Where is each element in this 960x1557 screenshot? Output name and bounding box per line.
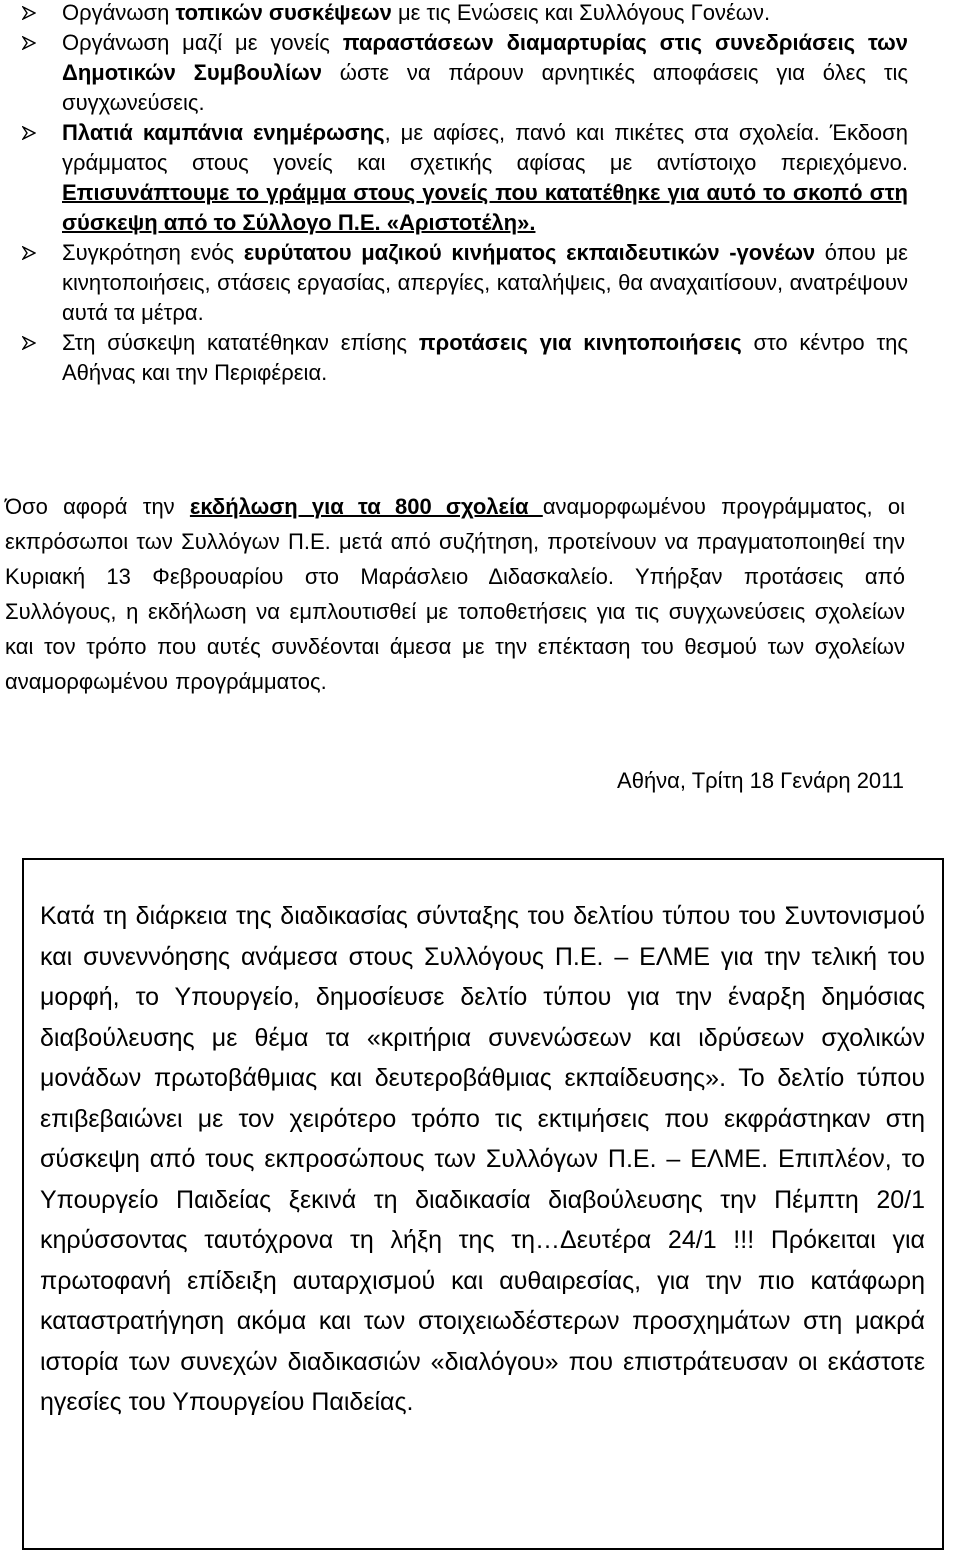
item-bold-text: προτάσεις για κινητοποιήσεις (418, 330, 742, 355)
item-text: Συγκρότηση ενός (62, 240, 244, 265)
arrow-bullet-icon (22, 246, 36, 260)
date-line: Αθήνα, Τρίτη 18 Γενάρη 2011 (617, 768, 904, 793)
arrow-bullet-icon (22, 36, 36, 50)
ministry-notice-box (22, 858, 944, 1550)
event-paragraph (5, 489, 905, 699)
item-text: Οργάνωση μαζί με γονείς (62, 30, 343, 55)
arrow-bullet-icon (22, 6, 36, 20)
item-text-rest: όπου με κινητοποιήσεις, στάσεις εργασίας, απεργίες, καταλήψεις, θα αναχαιτίσουν, ανατρέψουν αυτά τα μέτρα. (62, 240, 908, 325)
list-item (22, 28, 908, 118)
event-highlight: εκδήλωση για τα 800 σχολεία (189, 494, 543, 519)
list-item (22, 118, 908, 238)
item-bold-text: ευρύτατου μαζικού κινήματος εκπαιδευτικών -γονέων (243, 240, 816, 265)
list-item (22, 238, 908, 328)
item-text-rest: με τις Ενώσεις και Συλλόγους Γονέων. (391, 0, 771, 25)
list-item (22, 0, 908, 28)
item-text: Οργάνωση (62, 0, 176, 25)
action-list (22, 0, 908, 388)
item-text-rest: , με αφίσες, πανό και πικέτες στα σχολεία. Έκδοση γράμματος στους γονείς και σχετικής αφίσας με αντίστοιχο περιεχόμενο. (62, 120, 908, 175)
list-item (22, 328, 908, 388)
item-bold-text: τοπικών συσκέψεων (175, 0, 392, 25)
item-bold-text: Πλατιά καμπάνια ενημέρωσης (62, 120, 385, 145)
item-text-rest: στο κέντρο της Αθήνας και την Περιφέρεια. (62, 330, 908, 385)
item-text: Στη σύσκεψη κατατέθηκαν επίσης (62, 330, 419, 355)
paragraph-lead: Όσο αφορά την (5, 494, 190, 519)
arrow-bullet-icon (22, 336, 36, 350)
notice-text: Κατά τη διάρκεια της διαδικασίας σύνταξης του δελτίου τύπου του Συντονισμού και συνεννόησης ανάμεσα στους Συλλόγους Π.Ε. – ΕΛΜΕ για την τελική του μορφή, το Υπουργείο, δημοσίευσε δελτίο τύπου για την έναρξη δημόσιας διαβούλευσης με θέμα τα «κριτήρια συνενώσεων και ιδρύσεων σχολικών μονάδων πρωτοβάθμιας και δευτεροβάθμιας εκπαίδευσης». Το δελτίο τύπου επιβεβαιώνει με τον χειρότερο τρόπο τις εκτιμήσεις που εκφράστηκαν στη σύσκεψη από τους εκπροσώπους των Συλλόγων Π.Ε. – ΕΛΜΕ. Επιπλέον, το Υπουργείο Παιδείας ξεκινά τη διαδικασία διαβούλευσης την Πέμπτη 20/1 κηρύσσοντας ταυτόχρονα τη λήξη της τη…Δευτέρα 24/1 !!! Πρόκειται για πρωτοφανή επίδειξη αυταρχισμού και αυθαιρεσίας, για την πιο κατάφωρη καταστρατήγηση ακόμα και των στοιχειωδέστερων προσχημάτων στη μακρά ιστορία των συνεχών διαδικασιών «διαλόγου» που επιστράτευσαν οι εκάστοτε ηγεσίες του Υπουργείου Παιδείας. (40, 902, 925, 1416)
arrow-bullet-icon (22, 126, 36, 140)
attachment-note: Επισυνάπτουμε το γράμμα στους γονείς που κατατέθηκε για αυτό το σκοπό στη σύσκεψη από το Σύλλογο Π.Ε. «Αριστοτέλη». (62, 180, 908, 235)
item-text-rest: ώστε να πάρουν αρνητικές αποφάσεις για όλες τις συγχωνεύσεις. (62, 60, 908, 115)
paragraph-body: αναμορφωμένου προγράμματος, οι εκπρόσωποι των Συλλόγων Π.Ε. μετά από συζήτηση, προτείνουν να πραγματοποιηθεί την Κυριακή 13 Φεβρουαρίου στο Μαράσλειο Διδασκαλείο. Υπήρξαν προτάσεις από Συλλόγους, η εκδήλωση να εμπλουτισθεί με τοποθετήσεις για τις συγχωνεύσεις σχολείων και τον τρόπο που αυτές συνδέονται άμεσα με την επέκταση του θεσμού των σχολείων αναμορφωμένου προγράμματος. (5, 494, 905, 694)
item-bold-text: παραστάσεων διαμαρτυρίας στις συνεδριάσεις των Δημοτικών Συμβουλίων (62, 30, 908, 85)
